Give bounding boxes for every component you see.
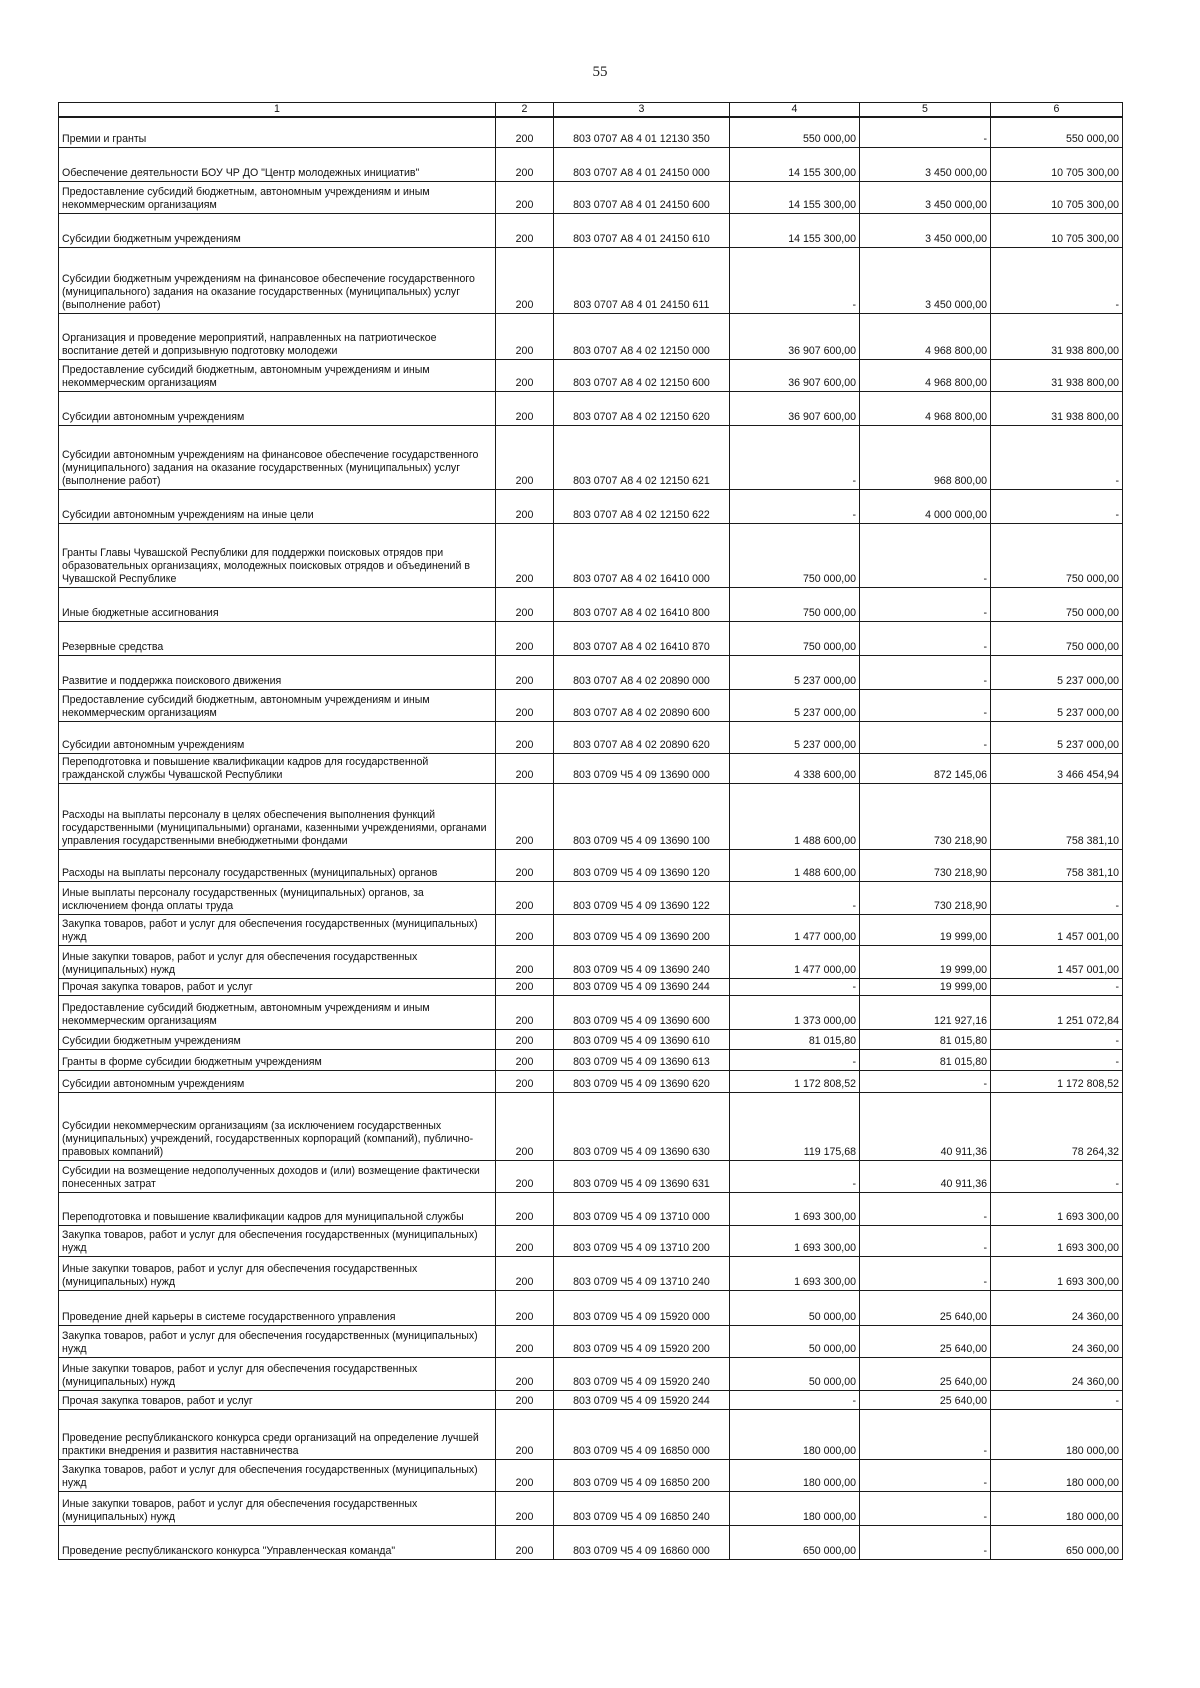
row-code-cell: 200: [496, 689, 554, 721]
row-code-cell: 200: [496, 783, 554, 849]
row-amount-approved-cell: 4 338 600,00: [730, 753, 860, 783]
row-amount-remaining-cell: 758 381,10: [991, 783, 1123, 849]
row-name-cell: Организация и проведение мероприятий, направленных на патриотическое воспитание детей и допризывную подготовку молодежи: [59, 313, 496, 359]
row-classification-cell: 803 0707 А8 4 01 12130 350: [554, 117, 730, 147]
row-amount-executed-cell: -: [860, 1525, 991, 1559]
row-amount-remaining-cell: 10 705 300,00: [991, 181, 1123, 213]
table-row: [59, 1290, 1123, 1325]
table-row: [59, 1070, 1123, 1092]
row-amount-approved-cell: 1 477 000,00: [730, 945, 860, 978]
row-amount-executed-cell: -: [860, 721, 991, 753]
row-name-cell: Премии и гранты: [59, 117, 496, 147]
row-amount-executed-cell: 3 450 000,00: [860, 247, 991, 313]
row-amount-approved-cell: -: [730, 978, 860, 995]
row-code-cell: 200: [496, 391, 554, 425]
row-amount-approved-cell: 50 000,00: [730, 1325, 860, 1357]
table-row: [59, 1325, 1123, 1357]
row-amount-approved-cell: 1 693 300,00: [730, 1225, 860, 1256]
row-classification-cell: 803 0707 А8 4 01 24150 611: [554, 247, 730, 313]
table-row: [59, 147, 1123, 181]
row-amount-approved-cell: 1 477 000,00: [730, 914, 860, 945]
column-header-3: 3: [554, 103, 730, 118]
table-row: [59, 391, 1123, 425]
row-amount-approved-cell: 36 907 600,00: [730, 391, 860, 425]
row-classification-cell: 803 0707 А8 4 02 16410 800: [554, 587, 730, 621]
row-amount-approved-cell: 14 155 300,00: [730, 147, 860, 181]
row-name-cell: Переподготовка и повышение квалификации кадров для муниципальной службы: [59, 1192, 496, 1225]
row-code-cell: 200: [496, 1325, 554, 1357]
table-row: [59, 425, 1123, 489]
row-code-cell: 200: [496, 587, 554, 621]
row-name-cell: Субсидии автономным учреждениям: [59, 721, 496, 753]
row-name-cell: Иные закупки товаров, работ и услуг для обеспечения государственных (муниципальных) нужд: [59, 1256, 496, 1290]
row-classification-cell: 803 0709 Ч5 4 09 13690 100: [554, 783, 730, 849]
row-amount-remaining-cell: 78 264,32: [991, 1092, 1123, 1160]
row-code-cell: 200: [496, 181, 554, 213]
row-name-cell: Предоставление субсидий бюджетным, автономным учреждениям и иным некоммерческим организациям: [59, 995, 496, 1029]
row-classification-cell: 803 0707 А8 4 02 20890 620: [554, 721, 730, 753]
row-name-cell: Развитие и поддержка поискового движения: [59, 655, 496, 689]
row-classification-cell: 803 0709 Ч5 4 09 15920 244: [554, 1390, 730, 1409]
row-amount-remaining-cell: 180 000,00: [991, 1409, 1123, 1459]
row-amount-executed-cell: 25 640,00: [860, 1357, 991, 1390]
row-name-cell: Иные закупки товаров, работ и услуг для обеспечения государственных (муниципальных) нужд: [59, 1491, 496, 1525]
row-name-cell: Закупка товаров, работ и услуг для обеспечения государственных (муниципальных) нужд: [59, 914, 496, 945]
row-amount-executed-cell: 4 000 000,00: [860, 489, 991, 523]
table-row: [59, 1491, 1123, 1525]
row-amount-remaining-cell: 1 693 300,00: [991, 1256, 1123, 1290]
table-row: [59, 359, 1123, 391]
row-amount-approved-cell: 5 237 000,00: [730, 689, 860, 721]
row-classification-cell: 803 0707 А8 4 02 12150 622: [554, 489, 730, 523]
row-code-cell: 200: [496, 1160, 554, 1192]
table-body: [59, 117, 1123, 1559]
row-classification-cell: 803 0707 А8 4 02 12150 621: [554, 425, 730, 489]
row-amount-remaining-cell: 750 000,00: [991, 621, 1123, 655]
row-classification-cell: 803 0709 Ч5 4 09 13690 000: [554, 753, 730, 783]
row-name-cell: Прочая закупка товаров, работ и услуг: [59, 978, 496, 995]
row-amount-executed-cell: -: [860, 117, 991, 147]
row-classification-cell: 803 0707 А8 4 02 16410 870: [554, 621, 730, 655]
row-code-cell: 200: [496, 1256, 554, 1290]
row-amount-approved-cell: 36 907 600,00: [730, 359, 860, 391]
table-row: [59, 1092, 1123, 1160]
row-code-cell: 200: [496, 721, 554, 753]
row-amount-remaining-cell: 24 360,00: [991, 1357, 1123, 1390]
row-amount-remaining-cell: 1 693 300,00: [991, 1192, 1123, 1225]
row-name-cell: Субсидии бюджетным учреждениям на финансовое обеспечение государственного (муниципального) задания на оказание государственных (муниципальных) услуг (выполнение работ): [59, 247, 496, 313]
row-amount-approved-cell: 5 237 000,00: [730, 721, 860, 753]
row-code-cell: 200: [496, 945, 554, 978]
row-amount-executed-cell: 3 450 000,00: [860, 147, 991, 181]
table-row: [59, 721, 1123, 753]
row-classification-cell: 803 0707 А8 4 02 12150 600: [554, 359, 730, 391]
row-amount-remaining-cell: 10 705 300,00: [991, 213, 1123, 247]
row-classification-cell: 803 0709 Ч5 4 09 15920 240: [554, 1357, 730, 1390]
page-number: 55: [592, 64, 608, 80]
row-name-cell: Предоставление субсидий бюджетным, автономным учреждениям и иным некоммерческим организациям: [59, 359, 496, 391]
row-name-cell: Субсидии автономным учреждениям: [59, 391, 496, 425]
row-amount-executed-cell: 25 640,00: [860, 1390, 991, 1409]
row-amount-executed-cell: 872 145,06: [860, 753, 991, 783]
row-amount-approved-cell: 750 000,00: [730, 523, 860, 587]
row-amount-approved-cell: 550 000,00: [730, 117, 860, 147]
column-header-4: 4: [730, 103, 860, 118]
table-row: [59, 117, 1123, 147]
table-row: [59, 914, 1123, 945]
row-name-cell: Субсидии на возмещение недополученных доходов и (или) возмещение фактически понесенных затрат: [59, 1160, 496, 1192]
row-classification-cell: 803 0707 А8 4 02 20890 000: [554, 655, 730, 689]
row-amount-approved-cell: -: [730, 1390, 860, 1409]
row-code-cell: 200: [496, 213, 554, 247]
row-amount-executed-cell: -: [860, 587, 991, 621]
row-amount-remaining-cell: 5 237 000,00: [991, 655, 1123, 689]
row-name-cell: Прочая закупка товаров, работ и услуг: [59, 1390, 496, 1409]
table-row: [59, 1357, 1123, 1390]
row-classification-cell: 803 0709 Ч5 4 09 13690 631: [554, 1160, 730, 1192]
row-amount-remaining-cell: -: [991, 1049, 1123, 1070]
row-amount-executed-cell: -: [860, 1459, 991, 1491]
row-amount-approved-cell: 50 000,00: [730, 1357, 860, 1390]
row-code-cell: 200: [496, 1357, 554, 1390]
row-code-cell: 200: [496, 881, 554, 914]
row-amount-remaining-cell: 3 466 454,94: [991, 753, 1123, 783]
table-header-row: [59, 103, 1123, 118]
row-name-cell: Проведение республиканского конкурса среди организаций на определение лучшей практики внедрения и развития наставничества: [59, 1409, 496, 1459]
row-code-cell: 200: [496, 1192, 554, 1225]
row-amount-remaining-cell: 758 381,10: [991, 849, 1123, 881]
row-name-cell: Проведение республиканского конкурса "Управленческая команда": [59, 1525, 496, 1559]
row-amount-remaining-cell: 31 938 800,00: [991, 391, 1123, 425]
row-amount-remaining-cell: -: [991, 489, 1123, 523]
table-row: [59, 849, 1123, 881]
row-amount-executed-cell: -: [860, 1409, 991, 1459]
row-amount-approved-cell: 5 237 000,00: [730, 655, 860, 689]
table-row: [59, 1160, 1123, 1192]
row-code-cell: 200: [496, 1409, 554, 1459]
row-amount-approved-cell: 36 907 600,00: [730, 313, 860, 359]
row-amount-executed-cell: -: [860, 1192, 991, 1225]
row-amount-executed-cell: 4 968 800,00: [860, 359, 991, 391]
row-amount-remaining-cell: 5 237 000,00: [991, 689, 1123, 721]
row-amount-executed-cell: 3 450 000,00: [860, 213, 991, 247]
row-amount-approved-cell: 180 000,00: [730, 1491, 860, 1525]
row-amount-remaining-cell: -: [991, 881, 1123, 914]
row-amount-approved-cell: 1 693 300,00: [730, 1192, 860, 1225]
budget-table: [58, 102, 1123, 1560]
row-code-cell: 200: [496, 489, 554, 523]
row-classification-cell: 803 0709 Ч5 4 09 16850 000: [554, 1409, 730, 1459]
row-name-cell: Закупка товаров, работ и услуг для обеспечения государственных (муниципальных) нужд: [59, 1459, 496, 1491]
row-amount-approved-cell: 14 155 300,00: [730, 213, 860, 247]
row-amount-executed-cell: 81 015,80: [860, 1049, 991, 1070]
row-amount-remaining-cell: 31 938 800,00: [991, 359, 1123, 391]
row-amount-approved-cell: 1 488 600,00: [730, 783, 860, 849]
table-row: [59, 621, 1123, 655]
row-amount-approved-cell: 750 000,00: [730, 587, 860, 621]
table-row: [59, 213, 1123, 247]
table-row: [59, 313, 1123, 359]
row-amount-executed-cell: 19 999,00: [860, 978, 991, 995]
row-code-cell: 200: [496, 1491, 554, 1525]
column-header-5: 5: [860, 103, 991, 118]
row-code-cell: 200: [496, 1290, 554, 1325]
row-amount-executed-cell: 19 999,00: [860, 945, 991, 978]
column-header-6: 6: [991, 103, 1123, 118]
row-amount-approved-cell: 81 015,80: [730, 1029, 860, 1049]
row-classification-cell: 803 0709 Ч5 4 09 13690 630: [554, 1092, 730, 1160]
row-code-cell: 200: [496, 621, 554, 655]
row-classification-cell: 803 0707 А8 4 02 16410 000: [554, 523, 730, 587]
row-amount-remaining-cell: -: [991, 1160, 1123, 1192]
row-code-cell: 200: [496, 523, 554, 587]
row-amount-executed-cell: 730 218,90: [860, 881, 991, 914]
row-code-cell: 200: [496, 313, 554, 359]
table-row: [59, 181, 1123, 213]
table-row: [59, 247, 1123, 313]
row-name-cell: Иные выплаты персоналу государственных (муниципальных) органов, за исключением фонда оплаты труда: [59, 881, 496, 914]
row-amount-executed-cell: 40 911,36: [860, 1160, 991, 1192]
table-row: [59, 1390, 1123, 1409]
row-amount-executed-cell: 4 968 800,00: [860, 391, 991, 425]
row-code-cell: 200: [496, 147, 554, 181]
row-name-cell: Субсидии автономным учреждениям на иные цели: [59, 489, 496, 523]
table-row: [59, 1029, 1123, 1049]
table-row: [59, 489, 1123, 523]
row-amount-approved-cell: -: [730, 247, 860, 313]
row-amount-remaining-cell: 180 000,00: [991, 1491, 1123, 1525]
row-name-cell: Резервные средства: [59, 621, 496, 655]
row-amount-executed-cell: 4 968 800,00: [860, 313, 991, 359]
row-classification-cell: 803 0707 А8 4 01 24150 610: [554, 213, 730, 247]
row-amount-remaining-cell: 750 000,00: [991, 523, 1123, 587]
row-amount-remaining-cell: -: [991, 978, 1123, 995]
row-amount-approved-cell: -: [730, 489, 860, 523]
row-code-cell: 200: [496, 1225, 554, 1256]
row-code-cell: 200: [496, 753, 554, 783]
row-amount-executed-cell: 25 640,00: [860, 1325, 991, 1357]
row-classification-cell: 803 0707 А8 4 02 12150 000: [554, 313, 730, 359]
table-row: [59, 1525, 1123, 1559]
row-code-cell: 200: [496, 978, 554, 995]
row-code-cell: 200: [496, 995, 554, 1029]
row-code-cell: 200: [496, 359, 554, 391]
row-amount-executed-cell: -: [860, 1070, 991, 1092]
row-name-cell: Субсидии некоммерческим организациям (за исключением государственных (муниципальных) учреждений, государственных корпораций (компаний), публично-правовых компаний): [59, 1092, 496, 1160]
row-amount-approved-cell: 1 488 600,00: [730, 849, 860, 881]
table-row: [59, 655, 1123, 689]
row-code-cell: 200: [496, 1070, 554, 1092]
table-row: [59, 587, 1123, 621]
row-amount-remaining-cell: 5 237 000,00: [991, 721, 1123, 753]
row-amount-executed-cell: -: [860, 689, 991, 721]
table-row: [59, 995, 1123, 1029]
table-row: [59, 1049, 1123, 1070]
row-classification-cell: 803 0709 Ч5 4 09 16860 000: [554, 1525, 730, 1559]
row-amount-executed-cell: -: [860, 1256, 991, 1290]
row-classification-cell: 803 0709 Ч5 4 09 15920 200: [554, 1325, 730, 1357]
row-amount-remaining-cell: -: [991, 425, 1123, 489]
row-name-cell: Расходы на выплаты персоналу государственных (муниципальных) органов: [59, 849, 496, 881]
column-header-2: 2: [496, 103, 554, 118]
row-name-cell: Закупка товаров, работ и услуг для обеспечения государственных (муниципальных) нужд: [59, 1325, 496, 1357]
row-classification-cell: 803 0709 Ч5 4 09 13690 122: [554, 881, 730, 914]
table-row: [59, 1225, 1123, 1256]
row-amount-executed-cell: -: [860, 1225, 991, 1256]
row-classification-cell: 803 0709 Ч5 4 09 13690 200: [554, 914, 730, 945]
row-classification-cell: 803 0707 А8 4 02 20890 600: [554, 689, 730, 721]
row-classification-cell: 803 0709 Ч5 4 09 16850 240: [554, 1491, 730, 1525]
row-name-cell: Предоставление субсидий бюджетным, автономным учреждениям и иным некоммерческим организациям: [59, 689, 496, 721]
row-amount-approved-cell: 1 373 000,00: [730, 995, 860, 1029]
row-amount-executed-cell: 730 218,90: [860, 783, 991, 849]
row-amount-approved-cell: 180 000,00: [730, 1459, 860, 1491]
row-classification-cell: 803 0709 Ч5 4 09 13690 620: [554, 1070, 730, 1092]
row-name-cell: Иные закупки товаров, работ и услуг для обеспечения государственных (муниципальных) нужд: [59, 945, 496, 978]
row-classification-cell: 803 0709 Ч5 4 09 13710 200: [554, 1225, 730, 1256]
row-amount-executed-cell: 81 015,80: [860, 1029, 991, 1049]
row-amount-approved-cell: 50 000,00: [730, 1290, 860, 1325]
row-code-cell: 200: [496, 247, 554, 313]
row-amount-approved-cell: 750 000,00: [730, 621, 860, 655]
row-name-cell: Субсидии автономным учреждениям на финансовое обеспечение государственного (муниципального) задания на оказание государственных (муниципальных) услуг (выполнение работ): [59, 425, 496, 489]
table-row: [59, 945, 1123, 978]
column-header-1: 1: [59, 103, 496, 118]
row-amount-remaining-cell: -: [991, 1029, 1123, 1049]
row-classification-cell: 803 0709 Ч5 4 09 13710 240: [554, 1256, 730, 1290]
row-amount-approved-cell: -: [730, 425, 860, 489]
row-amount-remaining-cell: 1 172 808,52: [991, 1070, 1123, 1092]
row-amount-executed-cell: -: [860, 1491, 991, 1525]
row-classification-cell: 803 0709 Ч5 4 09 13690 600: [554, 995, 730, 1029]
row-amount-executed-cell: -: [860, 655, 991, 689]
row-name-cell: Проведение дней карьеры в системе государственного управления: [59, 1290, 496, 1325]
row-code-cell: 200: [496, 425, 554, 489]
table-row: [59, 1192, 1123, 1225]
row-classification-cell: 803 0709 Ч5 4 09 13690 613: [554, 1049, 730, 1070]
row-amount-executed-cell: -: [860, 621, 991, 655]
row-classification-cell: 803 0709 Ч5 4 09 13690 244: [554, 978, 730, 995]
row-classification-cell: 803 0709 Ч5 4 09 13690 120: [554, 849, 730, 881]
row-amount-remaining-cell: 31 938 800,00: [991, 313, 1123, 359]
row-amount-remaining-cell: 1 457 001,00: [991, 945, 1123, 978]
row-name-cell: Субсидии бюджетным учреждениям: [59, 213, 496, 247]
row-name-cell: Обеспечение деятельности БОУ ЧР ДО "Центр молодежных инициатив": [59, 147, 496, 181]
row-classification-cell: 803 0707 А8 4 01 24150 600: [554, 181, 730, 213]
row-amount-executed-cell: 25 640,00: [860, 1290, 991, 1325]
row-classification-cell: 803 0709 Ч5 4 09 15920 000: [554, 1290, 730, 1325]
row-code-cell: 200: [496, 655, 554, 689]
row-name-cell: Гранты в форме субсидии бюджетным учреждениям: [59, 1049, 496, 1070]
row-amount-approved-cell: -: [730, 1049, 860, 1070]
row-name-cell: Иные закупки товаров, работ и услуг для обеспечения государственных (муниципальных) нужд: [59, 1357, 496, 1390]
table-row: [59, 783, 1123, 849]
row-amount-approved-cell: 14 155 300,00: [730, 181, 860, 213]
row-classification-cell: 803 0707 А8 4 01 24150 000: [554, 147, 730, 181]
row-amount-approved-cell: 180 000,00: [730, 1409, 860, 1459]
row-amount-approved-cell: 1 172 808,52: [730, 1070, 860, 1092]
row-code-cell: 200: [496, 1525, 554, 1559]
row-amount-approved-cell: -: [730, 881, 860, 914]
row-name-cell: Переподготовка и повышение квалификации кадров для государственной гражданской службы Чувашской Республики: [59, 753, 496, 783]
row-amount-remaining-cell: 750 000,00: [991, 587, 1123, 621]
row-amount-executed-cell: 3 450 000,00: [860, 181, 991, 213]
table-row: [59, 881, 1123, 914]
row-classification-cell: 803 0709 Ч5 4 09 13710 000: [554, 1192, 730, 1225]
row-code-cell: 200: [496, 849, 554, 881]
row-name-cell: Расходы на выплаты персоналу в целях обеспечения выполнения функций государственными (муниципальными) органами, казенными учреждениями, органами управления государственными внебюджетными фондами: [59, 783, 496, 849]
row-amount-executed-cell: 121 927,16: [860, 995, 991, 1029]
row-name-cell: Предоставление субсидий бюджетным, автономным учреждениям и иным некоммерческим организациям: [59, 181, 496, 213]
row-amount-remaining-cell: 10 705 300,00: [991, 147, 1123, 181]
row-amount-approved-cell: 1 693 300,00: [730, 1256, 860, 1290]
row-amount-remaining-cell: 180 000,00: [991, 1459, 1123, 1491]
table-row: [59, 1256, 1123, 1290]
row-code-cell: 200: [496, 1092, 554, 1160]
row-amount-remaining-cell: 550 000,00: [991, 117, 1123, 147]
row-amount-remaining-cell: 650 000,00: [991, 1525, 1123, 1559]
row-amount-remaining-cell: 1 693 300,00: [991, 1225, 1123, 1256]
row-amount-remaining-cell: -: [991, 247, 1123, 313]
row-code-cell: 200: [496, 1459, 554, 1491]
row-code-cell: 200: [496, 914, 554, 945]
row-amount-executed-cell: 40 911,36: [860, 1092, 991, 1160]
row-classification-cell: 803 0707 А8 4 02 12150 620: [554, 391, 730, 425]
row-amount-remaining-cell: -: [991, 1390, 1123, 1409]
row-name-cell: Иные бюджетные ассигнования: [59, 587, 496, 621]
row-classification-cell: 803 0709 Ч5 4 09 13690 240: [554, 945, 730, 978]
row-classification-cell: 803 0709 Ч5 4 09 13690 610: [554, 1029, 730, 1049]
row-amount-executed-cell: -: [860, 523, 991, 587]
row-amount-approved-cell: -: [730, 1160, 860, 1192]
row-classification-cell: 803 0709 Ч5 4 09 16850 200: [554, 1459, 730, 1491]
table-row: [59, 753, 1123, 783]
row-amount-approved-cell: 119 175,68: [730, 1092, 860, 1160]
row-amount-remaining-cell: 1 251 072,84: [991, 995, 1123, 1029]
table-row: [59, 689, 1123, 721]
table-row: [59, 1459, 1123, 1491]
table-row: [59, 523, 1123, 587]
row-amount-remaining-cell: 24 360,00: [991, 1325, 1123, 1357]
row-code-cell: 200: [496, 1029, 554, 1049]
row-amount-remaining-cell: 24 360,00: [991, 1290, 1123, 1325]
row-amount-executed-cell: 968 800,00: [860, 425, 991, 489]
row-amount-executed-cell: 730 218,90: [860, 849, 991, 881]
row-amount-approved-cell: 650 000,00: [730, 1525, 860, 1559]
table-row: [59, 978, 1123, 995]
row-name-cell: Закупка товаров, работ и услуг для обеспечения государственных (муниципальных) нужд: [59, 1225, 496, 1256]
row-amount-remaining-cell: 1 457 001,00: [991, 914, 1123, 945]
table-row: [59, 1409, 1123, 1459]
row-code-cell: 200: [496, 1390, 554, 1409]
row-code-cell: 200: [496, 1049, 554, 1070]
row-code-cell: 200: [496, 117, 554, 147]
row-name-cell: Субсидии бюджетным учреждениям: [59, 1029, 496, 1049]
row-name-cell: Гранты Главы Чувашской Республики для поддержки поисковых отрядов при образовательных организациях, молодежных поисковых отрядов и объединений в Чувашской Республике: [59, 523, 496, 587]
row-name-cell: Субсидии автономным учреждениям: [59, 1070, 496, 1092]
row-amount-executed-cell: 19 999,00: [860, 914, 991, 945]
